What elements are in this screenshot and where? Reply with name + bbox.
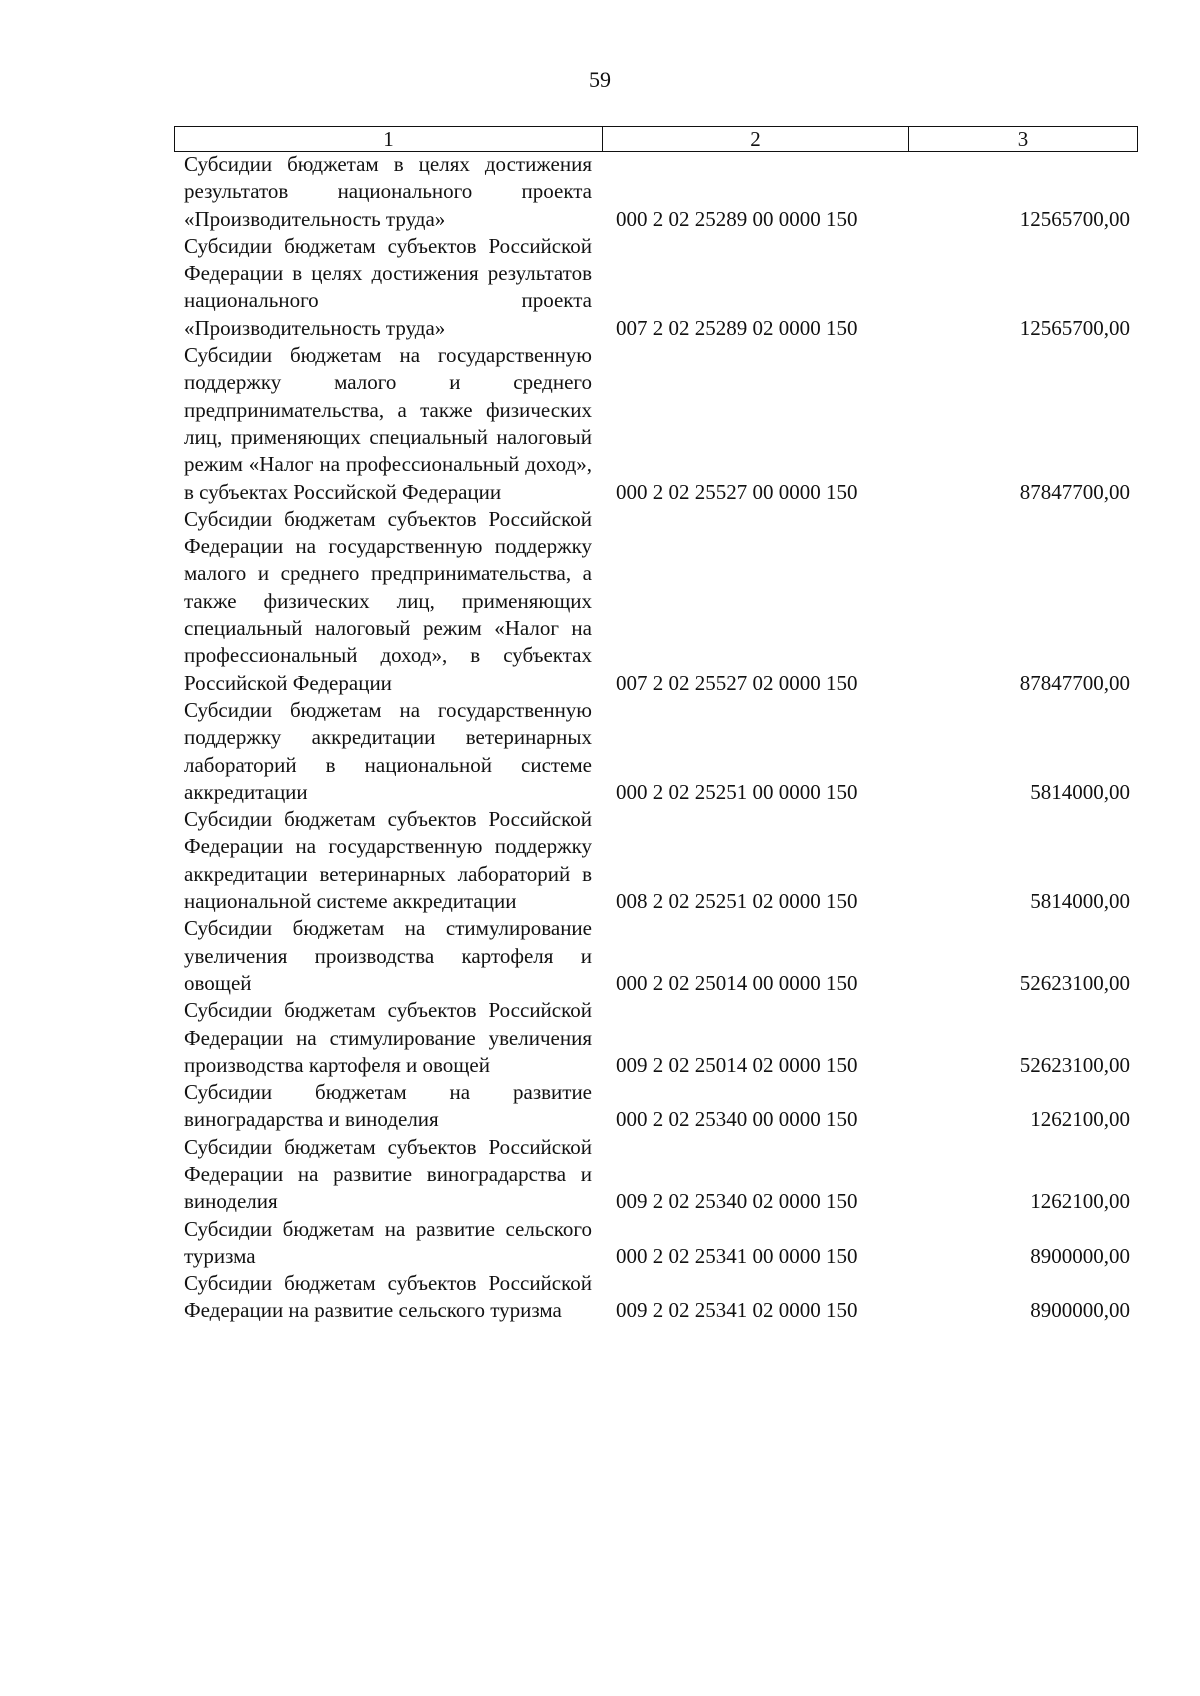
row-code: 000 2 02 25289 00 0000 150: [616, 206, 858, 231]
row-amount: 87847700,00: [1019, 670, 1130, 695]
row-description: Субсидии бюджетам на государственную поддержку аккредитации ветеринарных лабораторий в национальной системе аккредитации: [184, 697, 592, 804]
row-amount: 5814000,00: [1030, 779, 1130, 804]
row-description: Субсидии бюджетам в целях достижения результатов национального проекта «Производительность труда»: [184, 152, 592, 231]
row-amount: 12565700,00: [1019, 315, 1130, 340]
row-code: 009 2 02 25340 02 0000 150: [616, 1189, 858, 1214]
row-amount: 52623100,00: [1019, 1052, 1130, 1077]
table-header: [174, 126, 1138, 152]
table-row: [184, 997, 1130, 1079]
row-description: Субсидии бюджетам субъектов Российской Федерации на развитие сельского туризма: [184, 1271, 592, 1323]
table-row: [184, 1216, 1130, 1271]
row-code: 000 2 02 25527 00 0000 150: [616, 479, 858, 504]
row-description: Субсидии бюджетам на развитие виноградарства и виноделия: [184, 1080, 592, 1132]
header-col-2: 2: [603, 127, 909, 151]
row-amount: 1262100,00: [1030, 1107, 1130, 1132]
header-col-3: 3: [1017, 127, 1029, 151]
row-description: Субсидии бюджетам субъектов Российской Федерации в целях достижения результатов национального проекта «Производительность труда»: [184, 233, 592, 340]
row-code: 009 2 02 25341 02 0000 150: [616, 1298, 858, 1323]
table-row: [184, 915, 1130, 997]
row-code: 000 2 02 25340 00 0000 150: [616, 1107, 858, 1132]
table-body: [184, 151, 1130, 1325]
table-row: [184, 1270, 1130, 1325]
row-description: Субсидии бюджетам субъектов Российской Федерации на стимулирование увеличения производства картофеля и овощей: [184, 998, 592, 1077]
row-amount: 12565700,00: [1019, 206, 1130, 231]
table-row: [184, 342, 1130, 506]
table-row: [184, 506, 1130, 697]
row-description: Субсидии бюджетам на стимулирование увеличения производства картофеля и овощей: [184, 916, 592, 995]
table-row: [184, 1079, 1130, 1134]
row-code: 000 2 02 25014 00 0000 150: [616, 970, 858, 995]
row-code: 000 2 02 25251 00 0000 150: [616, 779, 858, 804]
header-col-1: 1: [175, 127, 603, 151]
row-code: 000 2 02 25341 00 0000 150: [616, 1243, 858, 1268]
table-row: [184, 697, 1130, 806]
table-row: [184, 151, 1130, 233]
row-description: Субсидии бюджетам субъектов Российской Федерации на развитие виноградарства и виноделия: [184, 1134, 592, 1214]
row-description: Субсидии бюджетам на государственную поддержку малого и среднего предпринимательства, а также физических лиц, применяющих специальный налоговый режим «Налог на профессиональный доход», в субъектах Российской Федерации: [184, 343, 592, 504]
row-description: Субсидии бюджетам субъектов Российской Федерации на государственную поддержку малого и среднего предпринимательства, а также физических лиц, применяющих специальный налоговый режим «Налог на профессиональный доход», в субъектах Российской Федерации: [184, 506, 592, 695]
table-row: [184, 233, 1130, 342]
row-description: Субсидии бюджетам на развитие сельского туризма: [184, 1216, 592, 1268]
row-code: 007 2 02 25527 02 0000 150: [616, 670, 858, 695]
row-amount: 87847700,00: [1019, 479, 1130, 504]
row-amount: 8900000,00: [1030, 1298, 1130, 1323]
row-description: Субсидии бюджетам субъектов Российской Федерации на государственную поддержку аккредитации ветеринарных лабораторий в национальной системе аккредитации: [184, 807, 592, 914]
row-amount: 8900000,00: [1030, 1243, 1130, 1268]
row-amount: 5814000,00: [1030, 889, 1130, 914]
row-code: 008 2 02 25251 02 0000 150: [616, 889, 858, 914]
row-code: 009 2 02 25014 02 0000 150: [616, 1052, 858, 1077]
row-amount: 1262100,00: [1030, 1189, 1130, 1214]
row-code: 007 2 02 25289 02 0000 150: [616, 315, 858, 340]
table-row: [184, 806, 1130, 915]
row-amount: 52623100,00: [1019, 970, 1130, 995]
table-row: [184, 1134, 1130, 1216]
page-number: 59: [589, 67, 611, 92]
